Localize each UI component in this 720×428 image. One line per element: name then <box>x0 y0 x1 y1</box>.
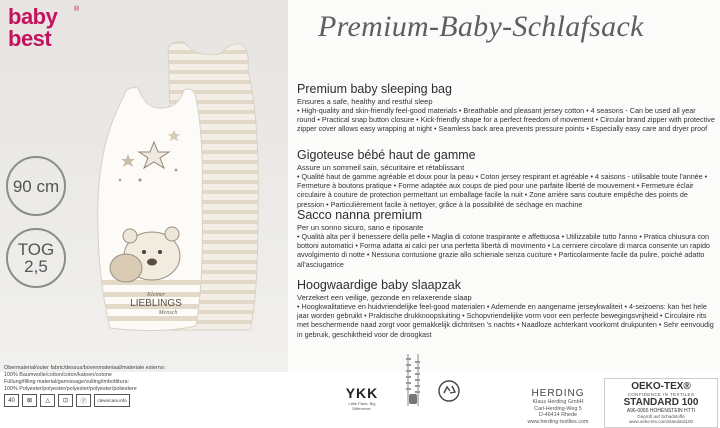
herding-name: HERDING <box>531 388 585 399</box>
herding-address-1: Klaus Herding GmbH <box>532 399 584 405</box>
recycle-icon <box>438 380 460 402</box>
wash-40-icon: 40 <box>4 394 19 407</box>
section-body: • Qualità alta per il benessere della pelle • Maglia di cotone traspirante e affettuosa • Utilizzabile tutto l'anno • Pratica chiusura con bottoni automatici • Forma adatta ai calci per una perfetta libertà di movimento • La cerniere circolare di marca consente un rapido avvolgimento di notte • Nessuna contusione grazie allo schienale senza cuciture • Particolarmente facile da pulire, poiché adatto all'asciugatrice <box>297 232 710 269</box>
zipper-icon <box>398 352 428 408</box>
oeko-confidence: CONFIDENCE IN TEXTILES <box>627 392 695 397</box>
sleeping-bag-illustration <box>80 30 280 360</box>
section-english <box>297 82 715 134</box>
bleach-icon: △ <box>40 394 55 407</box>
tog-label: TOG <box>17 240 55 259</box>
care-symbols <box>4 394 130 407</box>
section-body: • High-quality and skin-friendly feel-good materials • Breathable and pleasant jersey cotton • 4 seasons - Can be used all year round • Practical snap button closure • Kick-friendly shape for a perfect freedom of movement • Circular brand zipper with protective zipper cover allows easy wrapping at night • Seamless back area prevents pressure points • Especially easy care and dryer proof <box>297 106 715 134</box>
section-subtitle: Per un sonno sicuro, sano e riposante <box>297 223 424 232</box>
bag-print-big: LIEBLINGS <box>130 298 182 309</box>
brand-registered: ® <box>74 6 80 13</box>
ykk-logo <box>342 385 382 411</box>
section-body: • Qualité haut de gamme agréable et doux pour la peau • Coton jersey respirant et agréable • 4 saisons - utilisable toute l'année • Fermeture à boutons pratique • Forme adaptée aux coups de pied pour une parfaite liberté de mouvement • Fermeture éclair circulaire à couture de protection permettant un emballage facile la nuit • Zone arrière sans couture empêche des points de pression • Particulièrement facile à nettoyer, grâce à la possibilité de séchage en machine <box>297 172 708 209</box>
tog-badge <box>6 228 66 288</box>
section-heading: Hoogwaardige baby slaapzak <box>297 278 461 292</box>
oeko-title: OEKO-TEX® <box>631 381 691 392</box>
oeko-standard: STANDARD 100 <box>623 397 699 408</box>
ykk-mark: YKK <box>345 385 379 401</box>
section-dutch <box>297 278 715 339</box>
herding-company <box>518 388 598 425</box>
materials-line: 100% Baumwolle/cotton/coton/katoen/cotone <box>4 372 112 378</box>
product-image-panel <box>0 0 288 372</box>
section-heading: Premium baby sleeping bag <box>297 82 452 96</box>
size-value: 90 cm <box>12 176 60 196</box>
materials-line: Füllung/filling material/garnissage/vulling/imbottitura: <box>4 379 129 385</box>
bag-print-script: Mensch <box>158 310 178 316</box>
page-title: Premium-Baby-Schlafsack <box>318 10 644 43</box>
materials-line: Obermaterial/outer fabric/dessus/bovenmateriaal/materiale esterno: <box>4 365 166 371</box>
footer-row <box>0 350 720 425</box>
herding-address-2: Carl-Herding-Weg 5 <box>534 405 582 412</box>
tumble-dry-icon: ⊡ <box>58 394 73 407</box>
section-french <box>297 148 715 209</box>
materials-line: 100% Polyester/polyester/polyester/polyester/poliestere <box>4 386 137 392</box>
no-bleach-icon: ⊠ <box>22 394 37 407</box>
brand-logo <box>8 6 86 56</box>
ykk-tagline: Little Parts. Big Difference. <box>348 401 376 411</box>
oeko-tested: Geprüft auf Schadstoffe <box>637 414 685 419</box>
herding-address-3: D-46414 Rhede <box>538 412 578 418</box>
materials-info <box>4 365 204 393</box>
bag-print-small: Kleiner <box>147 292 165 298</box>
herding-website[interactable]: www.herding-textiles.com <box>527 418 589 425</box>
oeko-tex-label <box>604 378 718 428</box>
brand-line1: baby <box>8 4 58 29</box>
section-heading: Sacco nanna premium <box>297 208 423 222</box>
oeko-website[interactable]: www.oeko-tex.com/standard100 <box>628 419 694 424</box>
section-subtitle: Assure un sommeil sain, sécuritaire et rétablissant <box>297 163 465 172</box>
section-heading: Gigoteuse bébé haut de gamme <box>297 148 476 162</box>
section-subtitle: Ensures a safe, healthy and restful sleep <box>297 97 433 106</box>
section-italian <box>297 208 715 269</box>
clevercare-icon: clevercare.info <box>94 394 130 407</box>
oeko-certificate: A96-0065 HOHENSTEIN HTTI <box>626 408 696 414</box>
section-subtitle: Verzekert een veilige, gezonde en relaxerende slaap <box>297 293 472 302</box>
dry-clean-icon: Ⓟ <box>76 394 91 407</box>
brand-line2: best <box>8 26 52 51</box>
tog-value: 2,5 <box>24 257 48 276</box>
size-badge <box>6 156 66 216</box>
section-body: • Hoogkwalitatieve en huidvriendelijke feel-good materialen • Ademende en aangename jerseykwaliteit • 4-seizoens: kan het hele jaar worden gebruikt • Praktische drukknoopsluiting • Schopvriendelijke vorm voor een perfecte bewegingsvrijheid • Circulaire rits met beschermende naad zorgt voor gemakkelijk dichtritsen 's nachts • Naadloze achterkant voorkomt drukpunten • Sehr eenvoudig in gebruik, geschiktheid voor de droogkast <box>297 302 714 339</box>
